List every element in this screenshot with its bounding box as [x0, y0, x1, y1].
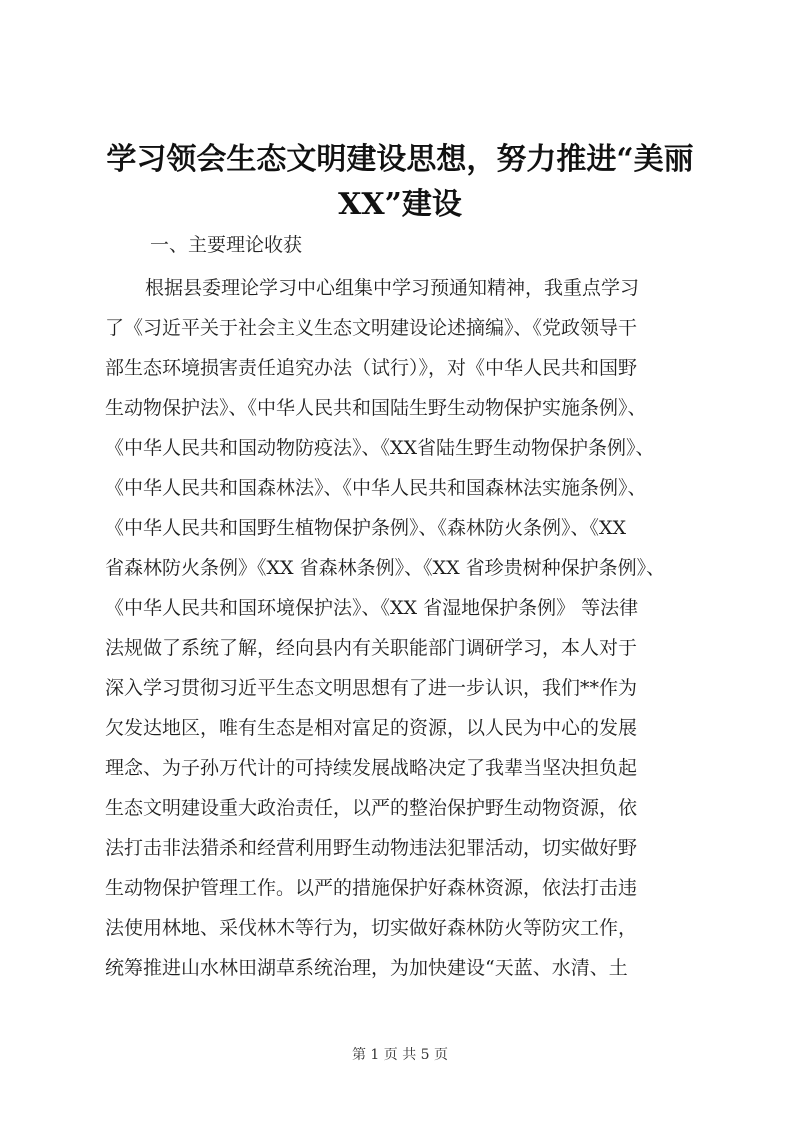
paragraph-line: 欠发达地区，唯有生态是相对富足的资源，以人民为中心的发展 — [105, 717, 638, 739]
document-title-line-2: XX”建设 — [338, 187, 462, 222]
paragraph-line: 理念、为子孙万代计的可持续发展战略决定了我辈当坚决担负起 — [105, 757, 638, 779]
paragraph-line: 深入学习贯彻习近平生态文明思想有了进一步认识，我们**作为 — [105, 677, 638, 699]
paragraph-line: 省森林防火条例》《XX 省森林条例》、《XX 省珍贵树种保护条例》、 — [105, 557, 666, 579]
paragraph-line: 生动物保护管理工作。以严的措施保护好森林资源，依法打击违 — [105, 877, 638, 899]
document-title-line-1: 学习领会生态文明建设思想，努力推进“美丽 — [106, 142, 694, 177]
paragraph-line: 法打击非法猎杀和经营利用野生动物违法犯罪活动，切实做好野 — [105, 837, 638, 859]
paragraph-line: 根据县委理论学习中心组集中学习预通知精神，我重点学习 — [145, 277, 640, 299]
paragraph-line: 《中华人民共和国环境保护法》、《XX 省湿地保护条例》 等法律 — [105, 597, 639, 619]
paragraph-line: 《中华人民共和国野生植物保护条例》、《森林防火条例》、《XX — [105, 517, 627, 539]
paragraph-line: 部生态环境损害责任追究办法（试行）》，对《中华人民共和国野 — [105, 357, 638, 379]
paragraph-line: 法使用林地、采伐林木等行为，切实做好森林防火等防灾工作， — [105, 917, 638, 939]
paragraph-line: 《中华人民共和国森林法》、《中华人民共和国森林法实施条例》、 — [105, 477, 647, 499]
paragraph-line: 生动物保护法》、《中华人民共和国陆生野生动物保护实施条例》、 — [105, 397, 647, 419]
paragraph-line: 了《习近平关于社会主义生态文明建设论述摘编》、《党政领导干 — [105, 317, 638, 339]
paragraph-line: 法规做了系统了解，经向县内有关职能部门调研学习，本人对于 — [105, 637, 638, 659]
paragraph-line: 生态文明建设重大政治责任，以严的整治保护野生动物资源，依 — [105, 797, 638, 819]
page-footer: 第 1 页 共 5 页 — [351, 1047, 449, 1063]
paragraph-line: 《中华人民共和国动物防疫法》、《XX省陆生野生动物保护条例》、 — [105, 437, 655, 459]
paragraph-line: 统筹推进山水林田湖草系统治理，为加快建设“天蓝、水清、土 — [105, 957, 628, 979]
section-heading: 一、主要理论收获 — [150, 234, 303, 256]
